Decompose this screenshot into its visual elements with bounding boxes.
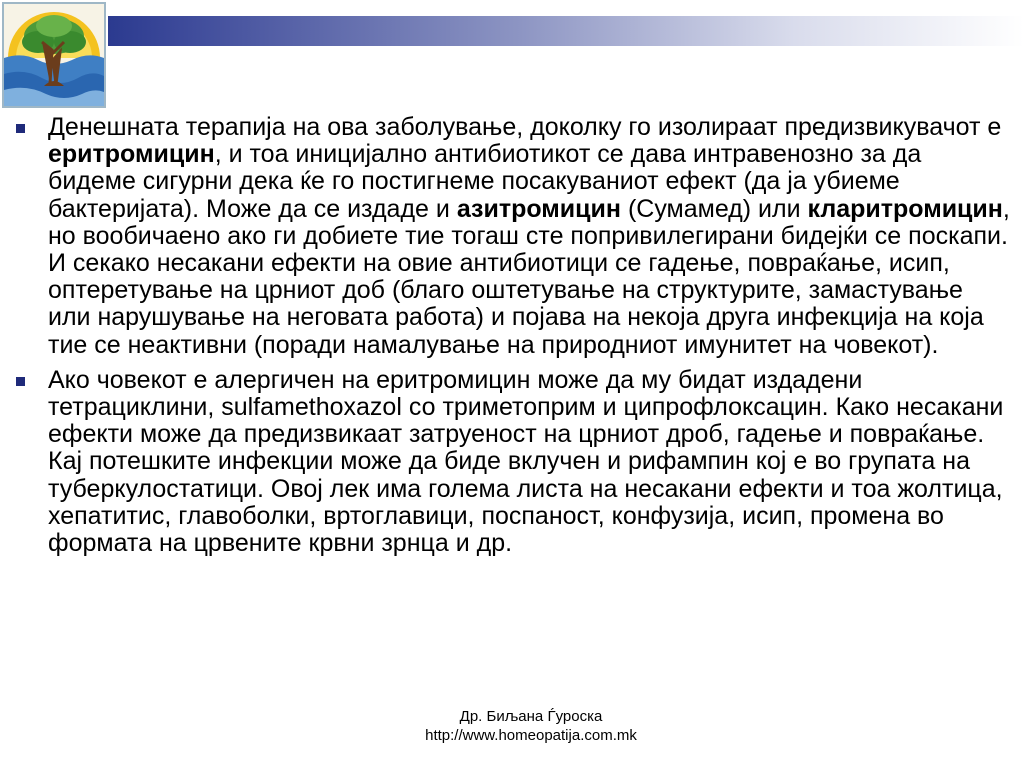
text-run: , но вообичаено ако ги добиете тие тогаш сте попривилегирани бидејќи се поскапи. И секако несакани ефекти на овие антибиотици се гадење, повраќање, исип, оптеретување на црниот доб (благо оштетување на структурите, замастување или нарушување на неговата работа) и појава на некоја друга инфекција на која тие се неактивни (поради намалување на природниот имунитет на човекот). <box>48 194 1010 359</box>
drug-name-bold: еритромицин <box>48 140 215 169</box>
text-run: Ако човекот е алергичен на еритромицин може да му бидат издадени тетрациклини, sulfamethoxazol со триметоприм и ципрофлоксацин. Како несакани ефекти може да предизвикаат затруеност на црниот дроб, гадење и повраќање. Кај потешките инфекции може да биде вклучен и рифампин кој е во групата на туберкулостатици. Овој лек има голема листа на несакани ефекти и тоа жолтица, хепатитис, главоболки, вртоглавици, поспаност, конфузија, исип, промена во формата на црвените крвни зрнца и др. <box>48 365 1004 558</box>
bullet-item <box>12 114 1012 359</box>
text-run: (Сумамед) или <box>621 194 808 223</box>
text-run: Денешната терапија на ова заболување, доколку го изолираат предизвикувачот е <box>48 113 1002 141</box>
tree-sun-logo-icon <box>2 2 106 108</box>
bullet-text <box>48 114 1012 359</box>
square-bullet-icon <box>16 377 25 386</box>
drug-name-bold: азитромицин <box>456 194 621 223</box>
header-gradient-bar <box>108 16 1024 46</box>
text-run: , и тоа иницијално антибиотикот се дава интравенозно за да бидеме сигурни дека ќе го постигнеме посакуваниот ефект (да ја убиеме бактеријата). Може да се издаде и <box>48 140 922 223</box>
drug-name-bold: кларитромицин <box>807 194 1003 223</box>
square-bullet-icon <box>16 124 25 133</box>
footer-author: Др. Биљана Ѓуроска <box>459 708 603 725</box>
footer-url: http://www.homeopatija.com.mk <box>425 727 637 744</box>
footer <box>0 707 1024 745</box>
bullet-item <box>12 367 1012 557</box>
slide-content <box>12 114 1012 565</box>
bullet-text <box>48 367 1012 557</box>
